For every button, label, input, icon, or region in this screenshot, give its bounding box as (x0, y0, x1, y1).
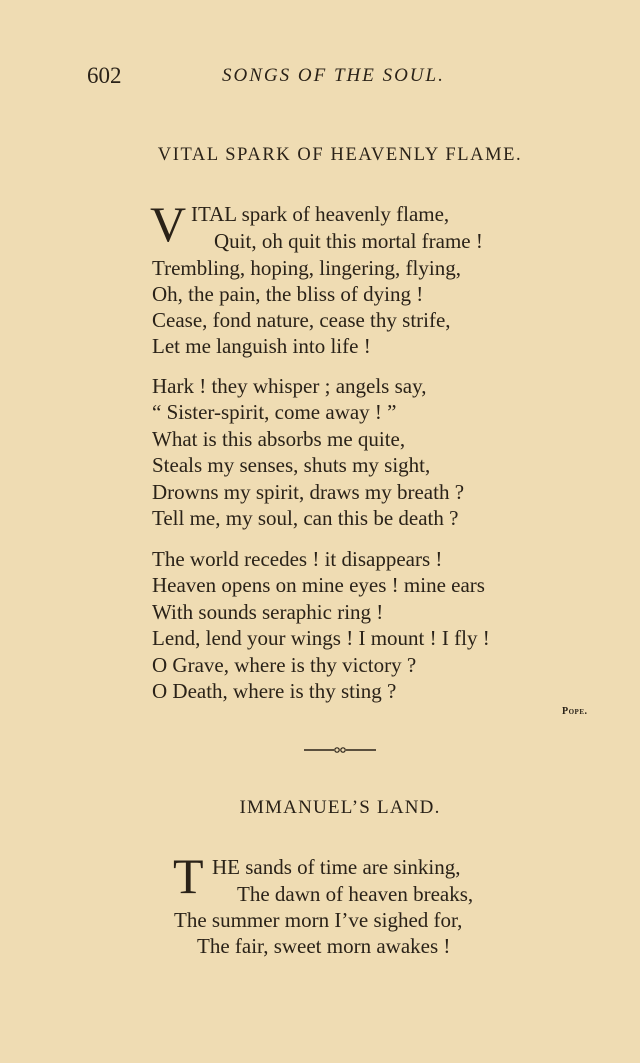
drop-cap: T (173, 848, 204, 904)
poem-line: “ Sister-spirit, come away ! ” (152, 400, 397, 424)
poem-line: The dawn of heaven breaks, (237, 882, 474, 906)
poem-line: Hark ! they whisper ; angels say, (152, 374, 427, 398)
attribution: Pope. (562, 706, 588, 717)
poem-line: The world recedes ! it disappears ! (152, 547, 443, 571)
page-header (0, 63, 640, 91)
ornament-divider (304, 744, 376, 756)
poem-line: O Grave, where is thy victory ? (152, 653, 417, 677)
poem-line: With sounds seraphic ring ! (152, 600, 384, 624)
poem-line: O Death, where is thy sting ? (152, 679, 397, 703)
poem-line: Tell me, my soul, can this be death ? (152, 506, 459, 530)
poem-title: VITAL SPARK OF HEAVENLY FLAME. (157, 145, 523, 165)
poem-line: The summer morn I’ve sighed for, (174, 908, 463, 932)
poem-title: IMMANUEL’S LAND. (239, 797, 441, 818)
poem-line: The fair, sweet morn awakes ! (197, 934, 451, 958)
running-title: SONGS OF THE SOUL. (222, 65, 445, 86)
poem-line: HE sands of time are sinking, (212, 855, 461, 879)
poem-line: ITAL spark of heavenly flame, (191, 202, 450, 226)
poem-line: Trembling, hoping, lingering, flying, (152, 256, 461, 280)
poem-line: Heaven opens on mine eyes ! mine ears (152, 573, 485, 597)
poem-line: Steals my senses, shuts my sight, (152, 453, 431, 477)
page-number: 602 (87, 63, 122, 88)
poem-line: Cease, fond nature, cease thy strife, (152, 308, 451, 332)
poem-line: Lend, lend your wings ! I mount ! I fly ! (152, 626, 490, 650)
drop-cap: V (150, 196, 187, 252)
poem-line: Oh, the pain, the bliss of dying ! (152, 282, 424, 306)
poem-line: Let me languish into life ! (152, 334, 371, 358)
poem-line: Drowns my spirit, draws my breath ? (152, 480, 465, 504)
poem-line: What is this absorbs me quite, (152, 427, 406, 451)
poem-line: Quit, oh quit this mortal frame ! (214, 229, 483, 253)
